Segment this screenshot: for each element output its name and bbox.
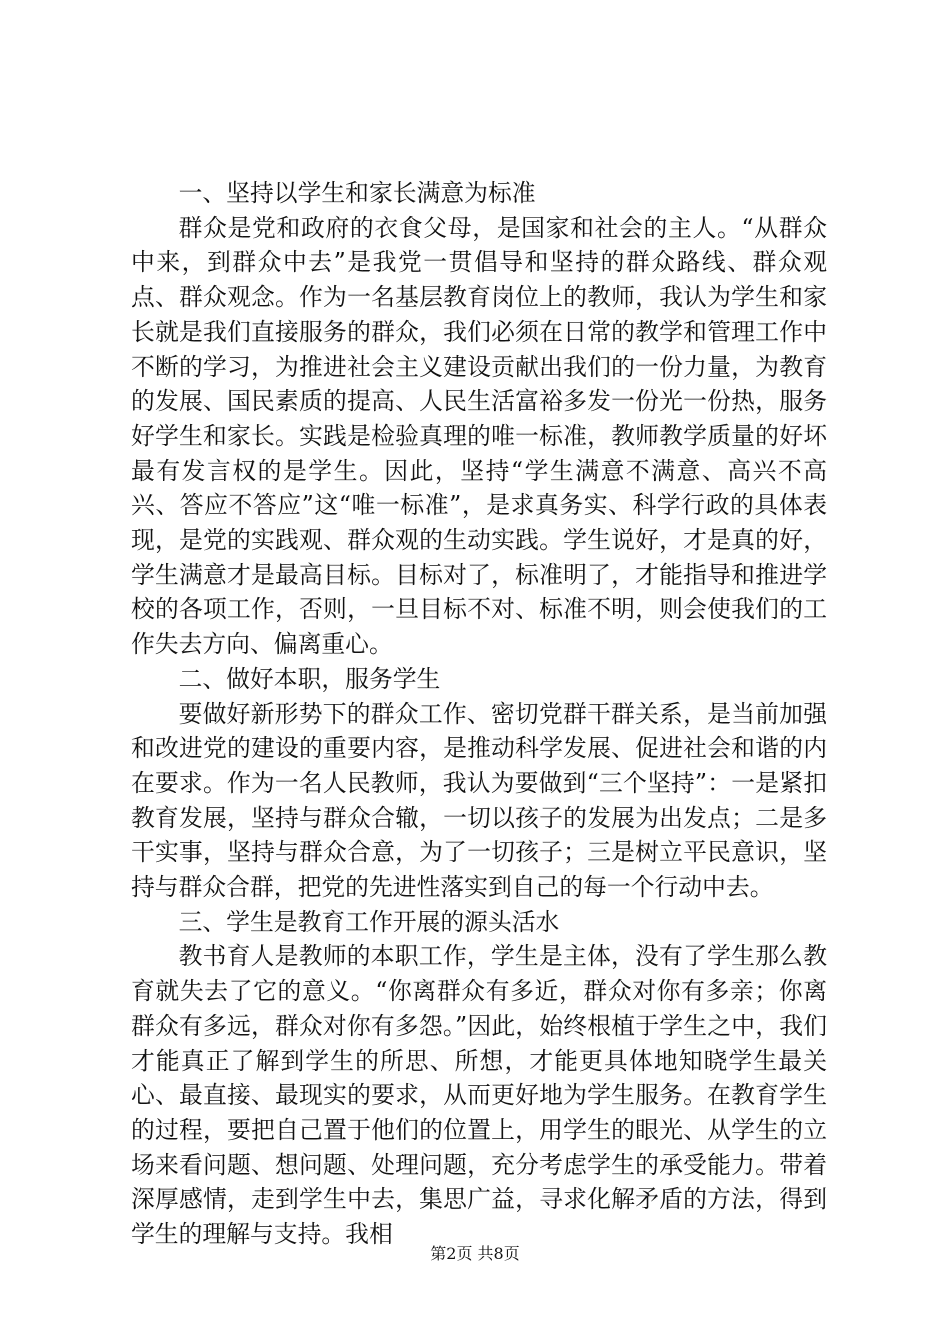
section-2 (131, 662, 827, 905)
section-paragraph: 要做好新形势下的群众工作、密切党群干群关系，是当前加强和改进党的建设的重要内容，是推动科学发展、促进社会和谐的内在要求。作为一名人民教师，我认为要做到“三个坚持”：一是紧扣教育发展，坚持与群众合辙，一切以孩子的发展为出发点；二是多干实事，坚持与群众合意，为了一切孩子；三是树立平民意识，坚持与群众合群，把党的先进性落实到自己的每一个行动中去。 (131, 699, 827, 902)
page-number-footer: 第2页 共8页 (430, 1244, 520, 1263)
section-3 (131, 905, 827, 1252)
section-heading: 一、坚持以学生和家长满意为标准 (178, 179, 536, 207)
section-heading: 三、学生是教育工作开展的源头活水 (178, 907, 560, 936)
section-paragraph: 教书育人是教师的本职工作，学生是主体，没有了学生那么教育就失去了它的意义。“你离群众有多近，群众对你有多亲；你离群众有多远，群众对你有多怨。”因此，始终根植于学生之中，我们才能真正了解到学生的所思、所想，才能更具体地知晓学生最关心、最直接、最现实的要求，从而更好地为学生服务。在教育学生的过程，要把自己置于他们的位置上，用学生的眼光、从学生的立场来看问题、想问题、处理问题，充分考虑学生的承受能力。带着深厚感情，走到学生中去，集思广益，寻求化解矛盾的方法，得到学生的理解与支持。我相 (131, 942, 827, 1249)
section-1 (131, 176, 827, 662)
document-body (131, 176, 827, 1252)
section-paragraph: 群众是党和政府的衣食父母，是国家和社会的主人。“从群众中来，到群众中去”是我党一贯倡导和坚持的群众路线、群众观点、群众观念。作为一名基层教育岗位上的教师，我认为学生和家长就是我们直接服务的群众，我们必须在日常的教学和管理工作中不断的学习，为推进社会主义建设贡献出我们的一份力量，为教育的发展、国民素质的提高、人民生活富裕多发一份光一份热，服务好学生和家长。实践是检验真理的唯一标准，教师教学质量的好坏最有发言权的是学生。因此，坚持“学生满意不满意、高兴不高兴、答应不答应”这“唯一标准”，是求真务实、科学行政的具体表现，是党的实践观、群众观的生动实践。学生说好，才是真的好，学生满意才是最高目标。目标对了，标准明了，才能指导和推进学校的各项工作，否则，一旦目标不对、标准不明，则会使我们的工作失去方向、偏离重心。 (131, 213, 827, 659)
section-heading: 二、做好本职，服务学生 (178, 664, 441, 693)
